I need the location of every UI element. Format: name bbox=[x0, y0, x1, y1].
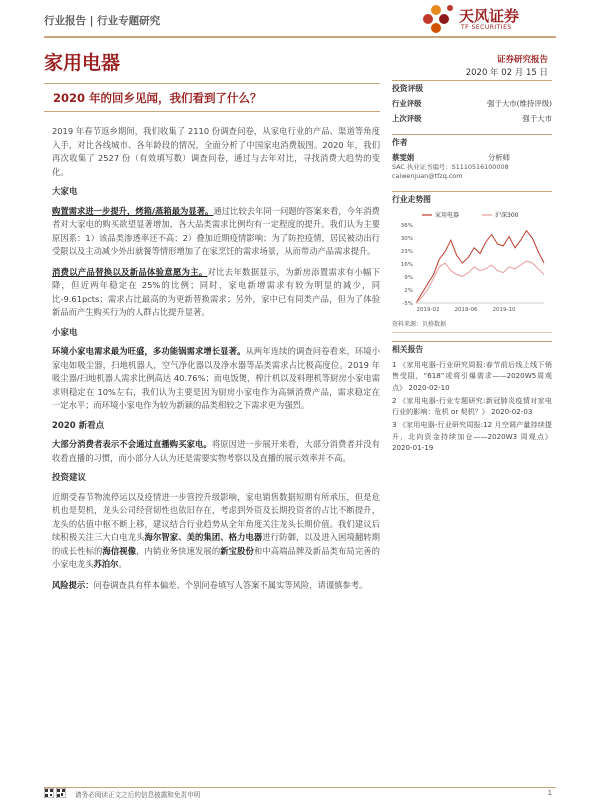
key-point: 购置需求进一步提升，烤箱/蒸箱最为显著。 bbox=[52, 205, 214, 216]
paragraph-text: 从两年连续的调查问卷看来，环境小家电如吸尘器，扫地机器人，空气净化器以及净水器等品类需求占比极高度位。2019 年吸尘器/扫地机器人需求比例高达 40.76%；而电饭煲，榨汁机以及料理机等厨房小家电需求则稳定在 10%左右，我们认为主要是因为厨房小家电作为高频消费产品，需求稳定在一定水平；而环境小家电作为较为新颖的品类相较之下需求更为强烈。 bbox=[52, 346, 380, 410]
series-line bbox=[416, 261, 544, 303]
prev-rating-key: 上次评级 bbox=[392, 114, 422, 123]
author-heading: 作者 bbox=[392, 134, 552, 148]
industry-title: 家用电器 bbox=[44, 52, 121, 74]
prev-rating-value: 强于大市 bbox=[522, 114, 552, 123]
brand-sub: TF SECURITIES bbox=[461, 24, 512, 31]
section-heading: 投资建议 bbox=[52, 473, 87, 483]
section-heading: 大家电 bbox=[52, 187, 78, 197]
paragraph-text: 通过比较去年同一问题的答案来看，今年消费者对大家电的购买欲望显著增加，各大品类需求比例均有一定程度的提升。我们认为主要原因系：1）该品类渗透率还不高；2）叠加近期疫情影响；为了防控疫情，居民被动出行受限以及主动减少外出就餐等情形增加了在家烹饪的需求场景，从而带动产品需求提升。 bbox=[52, 205, 380, 256]
risk-label: 风险提示： bbox=[52, 579, 94, 590]
related-item[interactable]: 3 《家用电器-行业研究周报:12 月空调产量持续提升，北向资金持续加仓——2020W3 周观点》 2020-01-19 bbox=[392, 420, 552, 453]
y-tick-label: 16% bbox=[400, 262, 413, 268]
footer-rule bbox=[44, 787, 556, 788]
author-name: 蔡雯娟 bbox=[392, 153, 415, 162]
rating-key: 行业评级 bbox=[392, 99, 422, 108]
brand-name: 天风证券 bbox=[459, 7, 520, 25]
y-tick-label: 9% bbox=[404, 275, 413, 281]
rating-value: 强于大市(维持评级) bbox=[487, 99, 552, 108]
legend-label: 沪深300 bbox=[495, 212, 519, 219]
title-rule bbox=[44, 83, 380, 84]
key-point: 消费以产品替换以及新品体验意愿为主。 bbox=[52, 266, 208, 277]
stock-name: 苏泊尔 bbox=[93, 559, 119, 569]
trend-heading: 行业走势图 bbox=[392, 191, 552, 205]
report-date: 2020 年 02 月 15 日 bbox=[465, 68, 548, 78]
footer-disclaimer: 请务必阅读正文之后的信息披露和免责申明 bbox=[75, 791, 201, 799]
y-tick-label: 30% bbox=[400, 236, 413, 242]
paragraph-text: 对比去年数据显示，为新房添置需求有小幅下降，但近两年稳定在 25%的比例；同时，家电新增需求有较为明显的减少，同比-9.61pcts；需求占比最高的为更新替换需求；另外，家中已有同类产品，但为了体验新品而产生购买行为的人群占比提升显著。 bbox=[52, 266, 380, 317]
key-point: 环境小家电需求最为旺盛，多功能锅需求增长显著。 bbox=[52, 346, 246, 356]
stock-name: 海信视像 bbox=[102, 545, 137, 556]
report-type: 证券研究报告 bbox=[496, 55, 548, 65]
paragraph-text: 和中高端品牌及新品类布局完善的小家电龙头 bbox=[52, 545, 380, 569]
paragraph bbox=[52, 345, 380, 413]
paragraph-text: 将原因进一步展开来看，大部分消费者并没有收看直播的习惯，而小部分人认为还是需要实物考察以及直播的展示效率并不高。 bbox=[52, 439, 380, 463]
x-tick-label: 2019-10 bbox=[492, 307, 516, 313]
legend-label: 家用电器 bbox=[435, 212, 460, 219]
main-body bbox=[52, 125, 380, 599]
report-title: 2020 年的回乡见闻，我们看到了什么？ bbox=[53, 91, 262, 105]
chart-source: 资料来源：贝格数据 bbox=[392, 321, 447, 328]
rating-heading: 投资评级 bbox=[392, 80, 552, 94]
rating-row bbox=[392, 98, 552, 109]
section-heading: 小家电 bbox=[52, 327, 78, 338]
page-number: 1 bbox=[547, 789, 552, 797]
related-list bbox=[392, 359, 552, 453]
intro-paragraph: 2019 年春节返乡期间，我们收集了 2110 份调查问卷，从家电行业的产品、渠道等角度入手，对比各线城市、各年龄段的情况，全面分析了中国家电消费版图。2020 年，我们再次收集了 2527 份（有效填写数）调查问卷，通过与去年对比，寻找消费大趋势的变化。 bbox=[52, 126, 380, 177]
section-heading: 2020 新看点 bbox=[52, 420, 105, 431]
related-item[interactable]: 2 《家用电器-行业专题研究:新冠肺炎疫情对家电行业的影响：危机 or 契机？》 2020-02-03 bbox=[392, 395, 552, 417]
author-role: 分析师 bbox=[487, 153, 510, 162]
paragraph bbox=[52, 491, 380, 572]
sidebar bbox=[392, 80, 552, 455]
x-tick-label: 2019-06 bbox=[454, 307, 478, 313]
paragraph-text: 进行防御，以及进入困境翻转期的成长性标的 bbox=[52, 532, 380, 556]
qr-code-icon bbox=[56, 788, 66, 798]
trend-chart-svg bbox=[392, 209, 552, 317]
related-heading: 相关报告 bbox=[392, 341, 552, 355]
stock-names: 海尔智家、美的集团、格力电器 bbox=[144, 532, 263, 542]
paragraph bbox=[52, 205, 380, 259]
stock-name: 新宝股份 bbox=[220, 545, 254, 556]
risk-paragraph bbox=[52, 579, 380, 593]
prev-rating-row bbox=[392, 113, 552, 124]
title-rule-bottom bbox=[44, 111, 380, 112]
series-line bbox=[416, 231, 544, 303]
key-point: 大部分消费者表示不会通过直播购买家电。 bbox=[52, 439, 212, 449]
paragraph-text: ，内销业务快速发展的 bbox=[136, 545, 221, 556]
header-tag: 行业报告 | 行业专题研究 bbox=[44, 15, 161, 27]
y-tick-label: 36% bbox=[400, 223, 413, 229]
paragraph-text: 近期受春节物流停运以及疫情进一步管控升级影响，家电销售数据短期有所承压，但是危机也是契机，龙头公司经营韧性也依旧存在，考虑到外资及长期投资者的占比不断提升，龙头的估值中枢不断上移，建议结合行业趋势从全年角度关注龙头长期价值。我们建议后续积极关注三大白电龙头 bbox=[52, 491, 380, 542]
y-tick-label: 2% bbox=[404, 288, 413, 294]
y-tick-label: -5% bbox=[402, 301, 413, 307]
risk-text: 问卷调查具有样本偏差、个别问卷填写人答案不属实等风险，请谨慎参考。 bbox=[93, 579, 368, 590]
author-row bbox=[392, 148, 552, 163]
paragraph-text: 。 bbox=[118, 559, 127, 569]
top-rule bbox=[44, 36, 556, 38]
related-item[interactable]: 1 《家用电器-行业研究周报:春节前后线上线下销售受阻，“618”或将引爆需求——2020W5周观点》 2020-02-10 bbox=[392, 360, 552, 392]
y-tick-label: 23% bbox=[400, 249, 413, 255]
x-tick-label: 2019-02 bbox=[416, 307, 440, 313]
paragraph bbox=[52, 266, 380, 320]
paragraph bbox=[52, 438, 380, 465]
trend-chart bbox=[392, 209, 552, 317]
author-cert: SAC 执业证书编号：S1110516100008 bbox=[392, 163, 509, 171]
qr-code-icon bbox=[44, 788, 54, 798]
author-email[interactable]: caiwenjuan@tfzq.com bbox=[392, 172, 463, 180]
